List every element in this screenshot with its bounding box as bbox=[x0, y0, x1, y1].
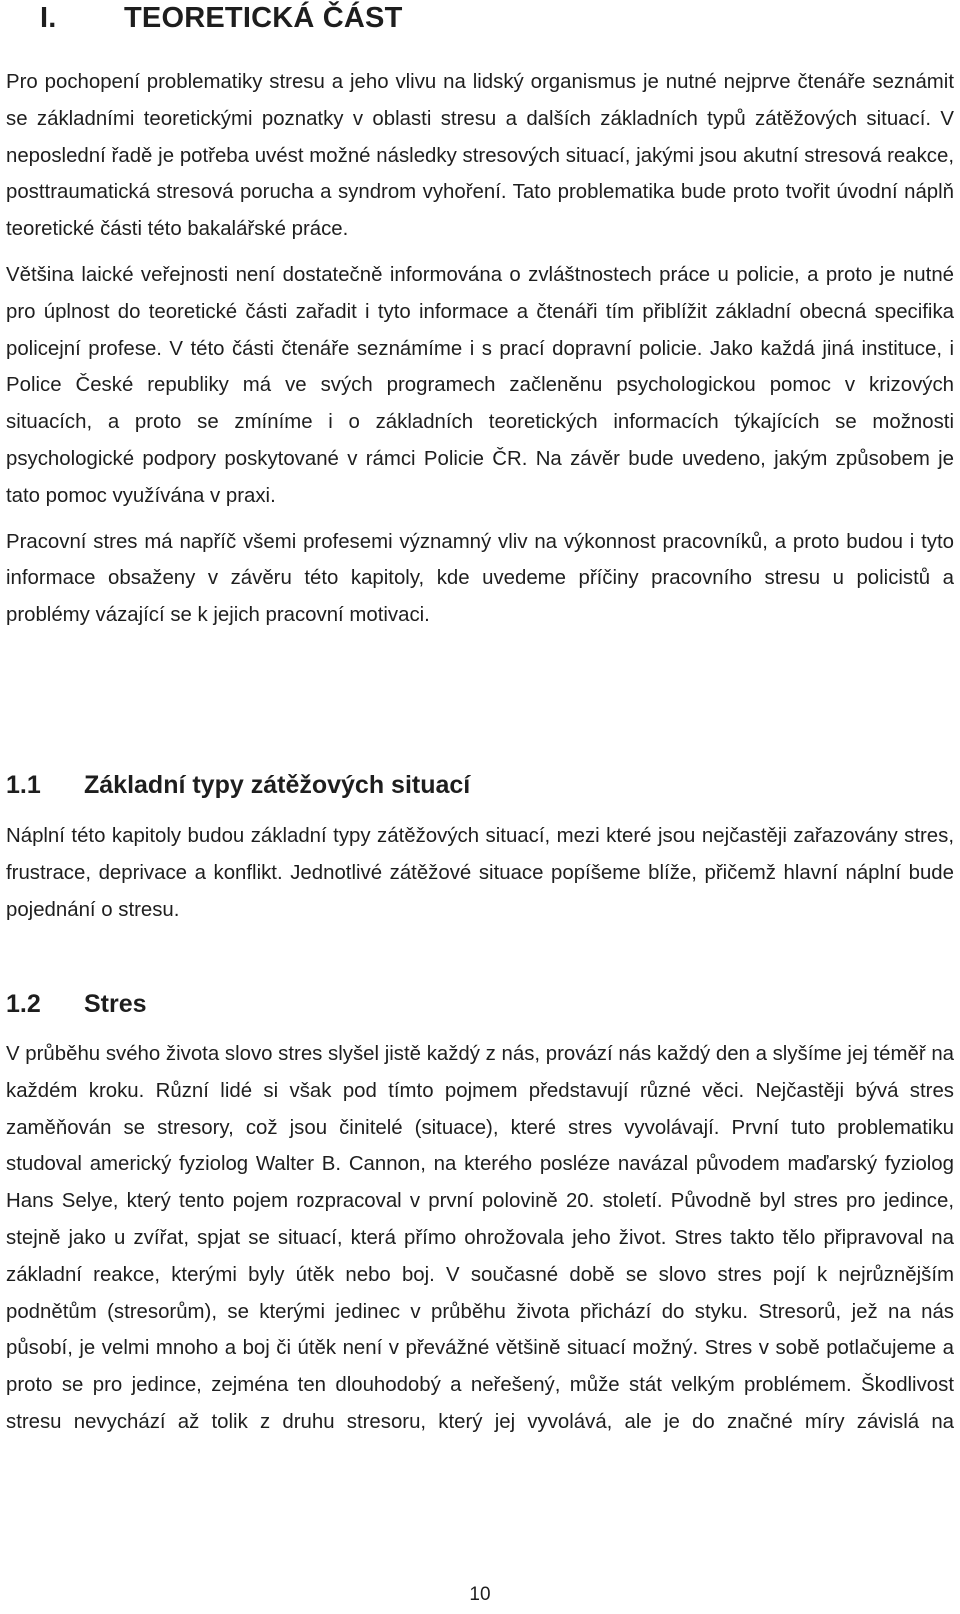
section-title: Stres bbox=[84, 990, 147, 1018]
section-heading-1-1 bbox=[6, 771, 470, 800]
chapter-heading bbox=[40, 2, 403, 35]
intro-paragraph-1: Pro pochopení problematiky stresu a jeho vlivu na lidský organismus je nutné nejprve čtenáře seznámit se základními teoretickými poznatky v oblasti stresu a dalších základních typů zátěžových situací. V neposlední řadě je potřeba uvést možné následky stresových situací, jakými jsou akutní stresová reakce, posttraumatická stresová porucha a syndrom vyhoření. Tato problematika bude proto tvořit úvodní náplň teoretické části této bakalářské práce. bbox=[6, 71, 954, 241]
section-number: 1.1 bbox=[6, 771, 41, 799]
section-1-2-paragraph: V průběhu svého života slovo stres slyšel jistě každý z nás, provází nás každý den a slyšíme jej téměř na každém kroku. Různí lidé si však pod tímto pojmem představují různé věci. Nejčastěji bývá stres zaměňován se stresory, což jsou činitelé (situace), které stres vyvolávají. První tuto problematiku studoval americký fyziolog Walter B. Cannon, na kterého posléze navázal původem maďarský fyziolog Hans Selye, který tento pojem rozpracoval v první polovině 20. století. Původně byl stres pro jedince, stejně jako u zvířat, spjat se situací, která přímo ohrožovala jeho život. Stres takto tělo připravoval na základní reakce, kterými byly útěk nebo boj. V současné době se slovo stres pojí k nejrůznějším podnětům (stresorům), se kterými jedinec v průběhu života přichází do styku. Stresorů, jež na nás působí, je velmi mnoho a boj či útěk není v převážné většině situací možný. Stres v sobě potlačujeme a proto se pro jedince, zejména ten dlouhodobý a neřešený, může stát velkým problémem. Škodlivost stresu nevychází až tolik z druhu stresoru, který jej vyvolává, ale je do značné míry závislá na bbox=[6, 1043, 954, 1433]
section-heading-1-2 bbox=[6, 990, 147, 1019]
section-title: Základní typy zátěžových situací bbox=[84, 771, 471, 799]
section-number: 1.2 bbox=[6, 990, 41, 1018]
page-number: 10 bbox=[469, 1584, 491, 1605]
intro-section bbox=[6, 64, 954, 634]
chapter-number: I. bbox=[40, 2, 57, 34]
intro-paragraph-2: Většina laické veřejnosti není dostatečně informována o zvláštnostech práce u policie, a proto je nutné pro úplnost do teoretické části zařadit i tyto informace a čtenáři tím přiblížit základní obecná specifika policejní profese. V této části čtenáře seznámíme i s prací dopravní policie. Jako každá jiná instituce, i Police České republiky má ve svých programech začleněnu psychologickou pomoc v krizových situacích, a proto se zmíníme i o základních teoretických informacích týkajících se možnosti psychologické podpory poskytované v rámci Policie ČR. Na závěr bude uvedeno, jakým způsobem je tato pomoc využívána v praxi. bbox=[6, 263, 954, 507]
section-1-2-body bbox=[6, 1036, 954, 1441]
chapter-title: TEORETICKÁ ČÁST bbox=[124, 2, 403, 34]
section-1-1-paragraph: Náplní této kapitoly budou základní typy zátěžových situací, mezi které jsou nejčastěji zařazovány stres, frustrace, deprivace a konflikt. Jednotlivé zátěžové situace popíšeme blíže, přičemž hlavní náplní bude pojednání o stresu. bbox=[6, 825, 954, 921]
section-1-1-body bbox=[6, 818, 954, 928]
intro-paragraph-3: Pracovní stres má napříč všemi profesemi významný vliv na výkonnost pracovníků, a proto budou i tyto informace obsaženy v závěru této kapitoly, kde uvedeme příčiny pracovního stresu u policistů a problémy vázající se k jejich pracovní motivaci. bbox=[6, 530, 954, 627]
